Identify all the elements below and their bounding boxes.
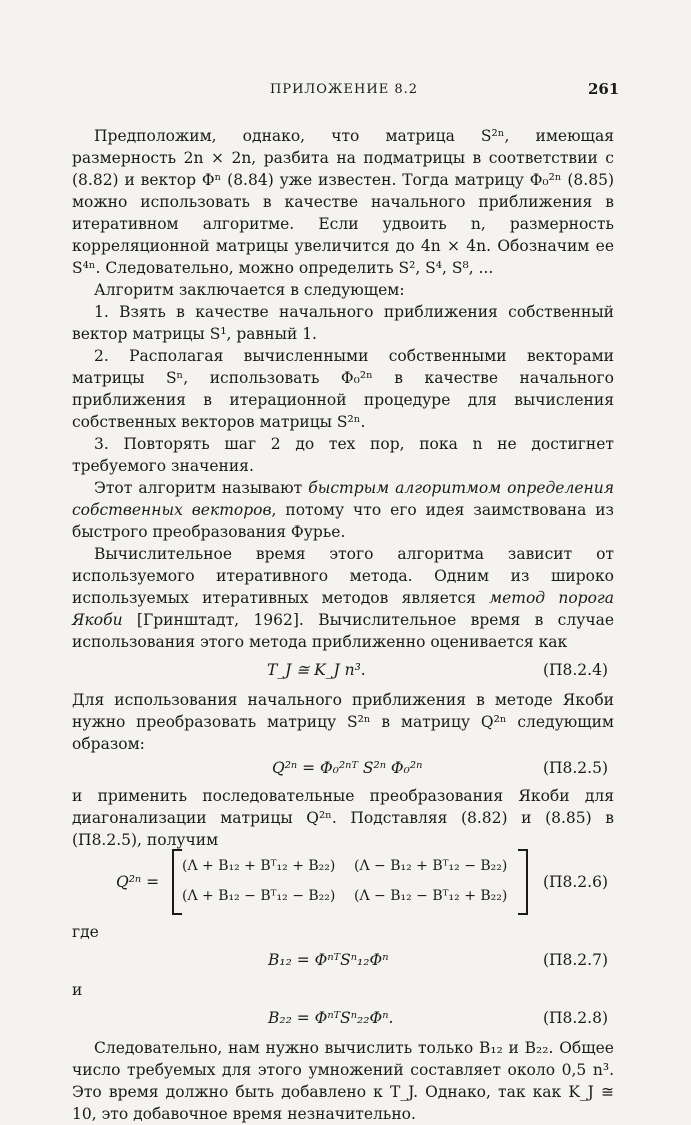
equation-formula: T_J ≅ K_J n³. [267,661,366,679]
emphasis: метод порога Якоби [72,589,614,629]
equation-number: (П8.2.6) [542,873,608,891]
text: Этот алгоритм называют [94,479,303,497]
paragraph: где [72,923,99,941]
list-item: 3. Повторять шаг 2 до тех пор, пока n не достигнет требуемого значения. [72,435,614,475]
equation-p8-2-7 [72,943,614,979]
matrix-cell: (Λ + B₁₂ + Bᵀ₁₂ + B₂₂) [182,858,336,874]
paragraph: и применить последовательные преобразования Якоби для диагонализации матрицы Q²ⁿ. Подставляя (8.82) и (8.85) в (П8.2.5), получим [72,787,614,849]
matrix-cell: (Λ + B₁₂ − Bᵀ₁₂ − B₂₂) [182,888,336,904]
equation-p8-2-5 [72,755,614,785]
page-header [0,80,691,102]
equation-p8-2-8 [72,1001,614,1037]
equation-number: (П8.2.8) [542,1009,608,1027]
paragraph: и [72,981,83,999]
matrix-cell: (Λ − B₁₂ − Bᵀ₁₂ + B₂₂) [354,888,508,904]
paragraph: Следовательно, нам нужно вычислить только B₁₂ и B₂₂. Общее число требуемых для этого умножений составляет около 0,5 n³. Это время должно быть добавлено к T_J. Однако, так как K_J ≅ 10, это добавочное время незначительно. [72,1039,614,1123]
equation-p8-2-4 [72,653,614,689]
equation-p8-2-6 [72,851,614,921]
text: Вычислительное время этого алгоритма зависит от используемого итеративного метода. Одним из широко используемых итеративных методов является [72,545,614,607]
equation-number: (П8.2.7) [542,951,608,969]
matrix-lhs: Q²ⁿ = [116,873,160,891]
matrix-cell: (Λ − B₁₂ + Bᵀ₁₂ − B₂₂) [354,858,508,874]
page-number: 261 [588,80,620,98]
right-bracket [518,849,528,915]
paragraph: Алгоритм заключается в следующем: [94,281,405,299]
paragraph: Предположим, однако, что матрица S²ⁿ, имеющая размерность 2n × 2n, разбита на подматрицы в соответствии с (8.82) и вектор Φⁿ (8.84) уже известен. Тогда матрицу Φ₀²ⁿ (8.85) можно использовать в качестве начального приближения в итеративном алгоритме. Если удвоить n, размерность корреляционной матрицы увеличится до 4n × 4n. Обозначим ее S⁴ⁿ. Следовательно, можно определить S², S⁴, S⁸, ... [72,127,614,277]
paragraph [72,543,614,653]
paragraph [72,477,614,543]
equation-formula: Q²ⁿ = Φ₀²ⁿᵀ S²ⁿ Φ₀²ⁿ [272,759,423,777]
equation-number: (П8.2.4) [542,661,608,679]
list-item: 2. Располагая вычисленными собственными векторами матрицы Sⁿ, использовать Φ₀²ⁿ в качестве начального приближения в итерационной процедуре для вычисления собственных векторов матрицы S²ⁿ. [72,347,614,431]
emphasis: быстрым алгоритмом определения собственных векторов [72,479,614,519]
equation-formula: B₂₂ = ΦⁿᵀSⁿ₂₂Φⁿ. [268,1009,394,1027]
text: [Гринштадт, 1962]. Вычислительное время в случае использования этого метода приближенно оценивается как [72,611,614,651]
equation-formula: B₁₂ = ΦⁿᵀSⁿ₁₂Φⁿ [268,951,389,969]
left-bracket [172,849,182,915]
text: , потому что его идея заимствована из быстрого преобразования Фурье. [72,501,615,541]
paragraph: Для использования начального приближения в методе Якоби нужно преобразовать матрицу S²ⁿ в матрицу Q²ⁿ следующим образом: [72,691,614,753]
equation-number: (П8.2.5) [542,759,608,777]
page-body [72,125,614,1125]
running-head: ПРИЛОЖЕНИЕ 8.2 [270,82,418,97]
list-item: 1. Взять в качестве начального приближения собственный вектор матрицы S¹, равный 1. [72,303,614,343]
